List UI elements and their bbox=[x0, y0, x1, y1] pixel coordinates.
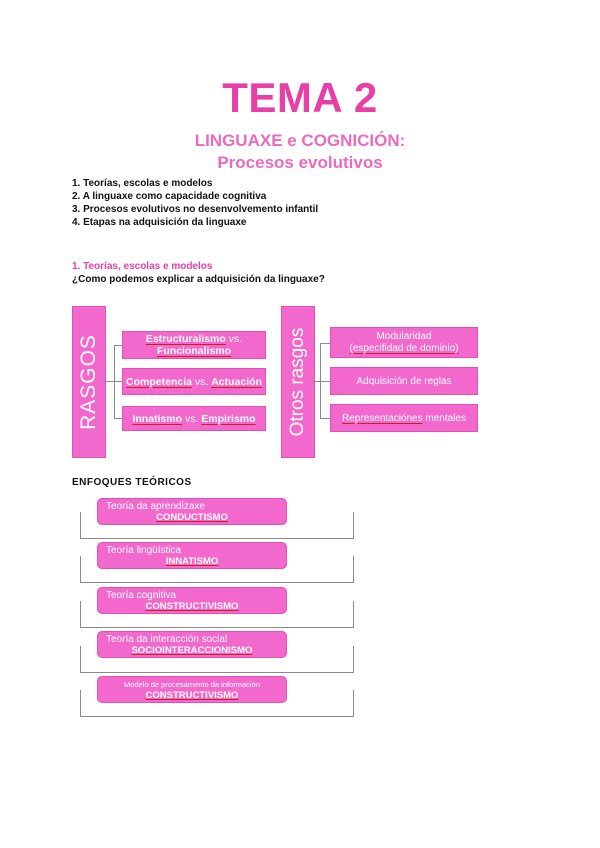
rasgos-connector-stub bbox=[114, 418, 122, 419]
enfoque-main: CONSTRUCTIVISMO bbox=[145, 690, 239, 701]
otros-connector-stub bbox=[320, 418, 330, 419]
toc-item: 4. Etapas na adquisición da linguaxe bbox=[72, 217, 247, 228]
rasgo-term-b: Actuación bbox=[211, 375, 262, 388]
enfoque-main: CONDUCTISMO bbox=[156, 512, 228, 523]
rasgos-connector-vertical bbox=[114, 345, 115, 419]
enfoque-main: SOCIOINTERACCIONISMO bbox=[131, 645, 253, 656]
enfoque-main: CONSTRUCTIVISMO bbox=[145, 601, 239, 612]
section-question: ¿Como podemos explicar a adquisición da linguaxe? bbox=[72, 274, 325, 285]
rasgos-connector-stub bbox=[114, 381, 122, 382]
rasgos-connector-stub bbox=[114, 345, 122, 346]
table-of-contents bbox=[72, 177, 318, 229]
otros-box-term: mentales bbox=[422, 412, 466, 424]
otros-box-line: Modularidad bbox=[376, 330, 432, 342]
otros-box-line: Adquisición de reglas bbox=[356, 375, 452, 387]
rasgo-term-b: Empirismo bbox=[201, 412, 256, 425]
otros-connector-stub bbox=[320, 381, 330, 382]
toc-item: 1. Teorías, escolas e modelos bbox=[72, 178, 213, 189]
otros-rasgos-label: Otros rasgos bbox=[287, 327, 308, 437]
rasgo-term-a: Estructuralismo bbox=[145, 333, 226, 345]
otros-connector-stub bbox=[320, 343, 330, 344]
rasgo-box-innatismo bbox=[122, 406, 266, 431]
rasgos-bar bbox=[72, 306, 106, 458]
enfoque-box-constructivismo bbox=[97, 587, 287, 614]
enfoque-sub: Teoría da interacción social bbox=[106, 634, 228, 645]
otros-box-representaciones bbox=[330, 404, 478, 432]
toc-item: 2. A linguaxe como capacidade cognitiva bbox=[72, 191, 267, 202]
rasgo-term-b: Funcionalismo bbox=[156, 345, 232, 357]
enfoque-box-innatismo bbox=[97, 542, 287, 569]
rasgo-term-a: Competencia bbox=[126, 375, 192, 388]
otros-box-modularidad bbox=[330, 327, 478, 358]
rasgo-box-competencia bbox=[122, 368, 266, 395]
otros-rasgos-bar bbox=[281, 306, 315, 458]
section-heading: 1. Teorías, escolas e modelos bbox=[72, 261, 213, 272]
enfoque-sub: Teoría cognitiva bbox=[106, 590, 177, 601]
rasgos-label: RASGOS bbox=[77, 334, 100, 430]
page-title: TEMA 2 bbox=[222, 74, 378, 121]
otros-box-term: Representaciónes bbox=[342, 412, 423, 424]
rasgo-vs: vs. bbox=[191, 375, 212, 388]
enfoques-heading: ENFOQUES TEÓRICOS bbox=[72, 477, 192, 488]
enfoque-box-procesamento bbox=[97, 676, 287, 703]
enfoque-main: INNATISMO bbox=[165, 556, 219, 567]
toc-item: 3. Procesos evolutivos no desenvolvemento infantil bbox=[72, 204, 319, 215]
otros-box-line: (especifidad de dominio) bbox=[349, 342, 459, 354]
enfoque-sub: Teoría lingüística bbox=[106, 545, 182, 556]
subtitle-line-1: LINGUAXE e COGNICIÓN: bbox=[194, 131, 406, 150]
enfoque-sub: Teoría da aprendizaxe bbox=[106, 501, 205, 512]
rasgo-vs: vs. bbox=[182, 412, 202, 425]
enfoque-box-conductismo bbox=[97, 498, 287, 525]
enfoque-sub: Modelo de procesamento da información bbox=[124, 680, 260, 689]
enfoque-box-sociointeraccionismo bbox=[97, 631, 287, 658]
otros-connector-stub bbox=[313, 381, 320, 382]
otros-box-reglas bbox=[330, 367, 478, 395]
rasgo-box-estructuralismo bbox=[122, 331, 266, 359]
subtitle-line-2: Procesos evolutivos bbox=[217, 153, 383, 172]
rasgos-connector-stub bbox=[104, 381, 114, 382]
rasgo-term-a: Innatismo bbox=[132, 412, 183, 425]
rasgo-vs: vs. bbox=[225, 333, 243, 345]
